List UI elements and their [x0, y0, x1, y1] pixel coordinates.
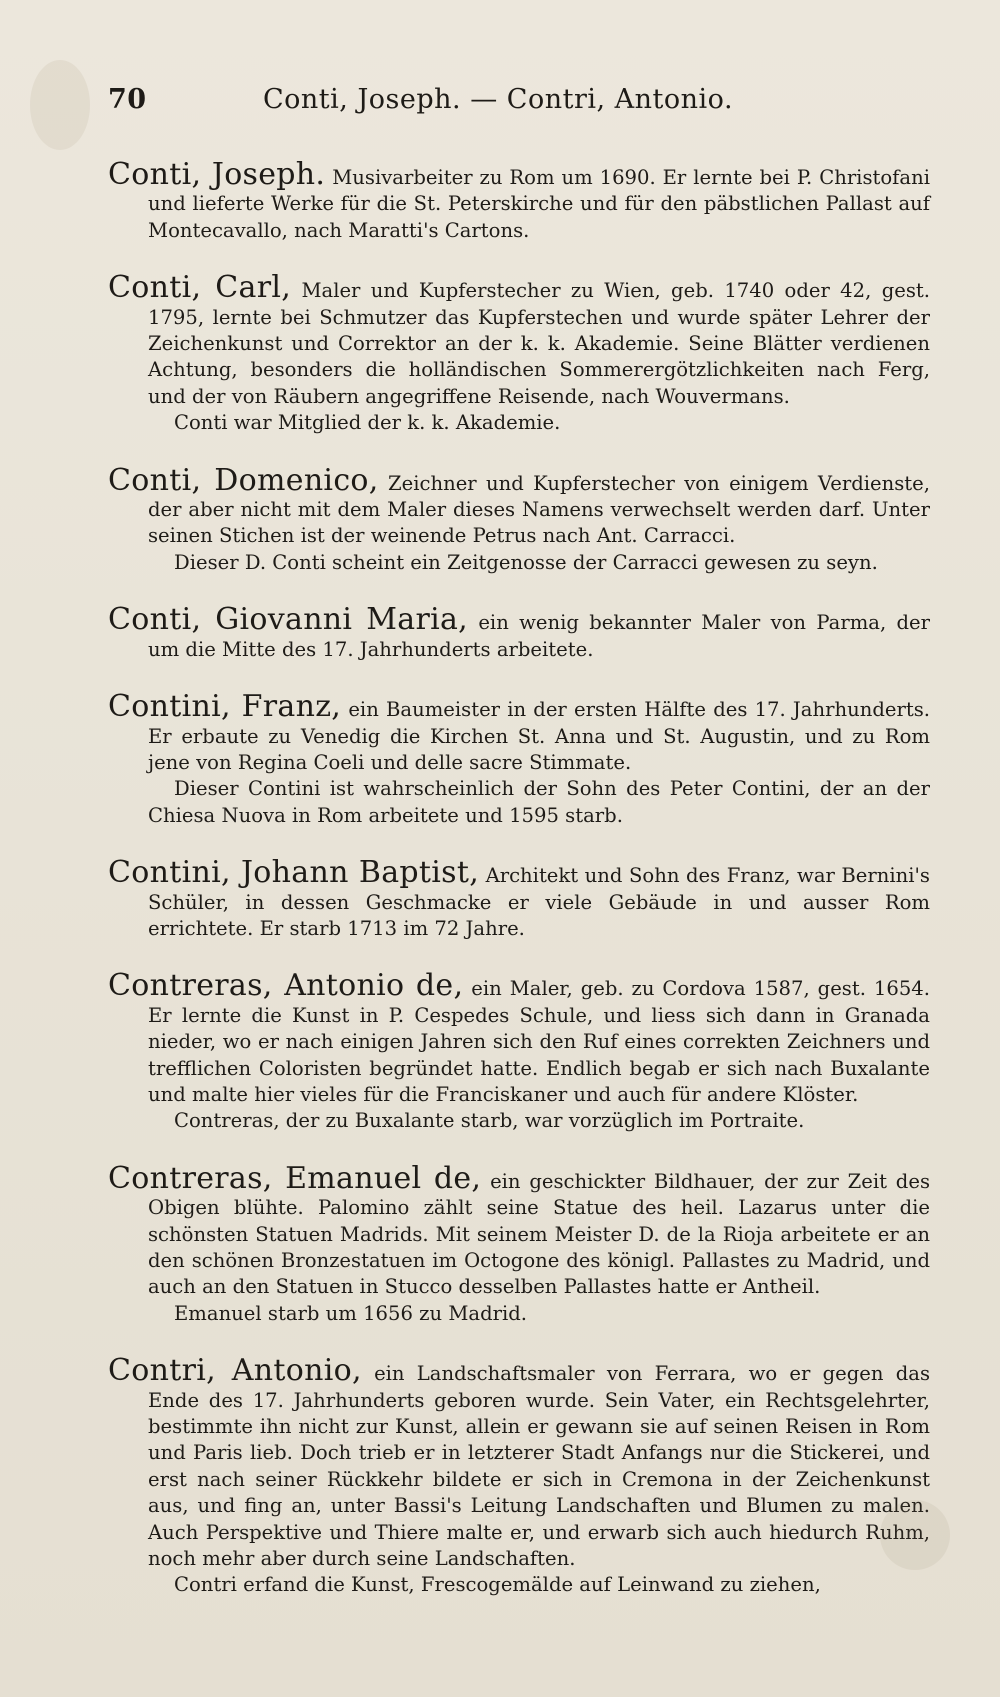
dictionary-entry [108, 602, 931, 663]
entry-text: Musivarbeiter zu Rom um 1690. Er lernte bei P. Christofani und lieferte Werke für die St. Peterskirche und für den päbstlichen Pallast auf Montecavallo, nach Maratti's Cartons. [148, 166, 930, 242]
entry-note: Dieser D. Conti scheint ein Zeitgenosse der Carracci gewesen zu seyn. [174, 550, 878, 574]
paper-stain [880, 1500, 950, 1570]
entry-text: ein wenig bekannter Maler von Parma, der um die Mitte des 17. Jahrhunderts arbeitete. [148, 611, 931, 661]
running-title: Conti, Joseph. — Contri, Antonio. [263, 84, 734, 115]
entry-note: Emanuel starb um 1656 zu Madrid. [174, 1301, 528, 1325]
dictionary-entry [108, 157, 930, 244]
paper-stain [30, 60, 90, 150]
entry-headword: Contri, Antonio, [108, 1353, 362, 1389]
entry-headword: Conti, Giovanni Maria, [108, 602, 469, 638]
entry-headword: Contini, Johann Baptist, [108, 855, 480, 891]
entry-headword: Conti, Domenico, [108, 462, 379, 498]
entry-text: Maler und Kupferstecher zu Wien, geb. 1740 oder 42, gest. 1795, lernte bei Schmutzer das Kupferstechen und wurde später Lehrer der Zeichenkunst und Correktor an der k. k. Akademie. Seine Blätter verdienen Achtung, besonders die holländischen Sommerergötzlichkeiten nach Ferg, und der von Räubern angegriffene Reisende, nach Wouvermans. [148, 279, 930, 408]
page-header [108, 84, 930, 128]
entry-text: ein Baumeister in der ersten Hälfte des 17. Jahrhunderts. Er erbaute zu Venedig die Kirchen St. Anna und St. Augustin, und zu Rom jene von Regina Coeli und delle sacre Stimmate. [148, 698, 930, 774]
entry-note: Dieser Contini ist wahrscheinlich der Sohn des Peter Contini, der an der Chiesa Nuova in Rom arbeitete und 1595 starb. [148, 777, 930, 827]
entry-text: ein Landschaftsmaler von Ferrara, wo er gegen das Ende des 17. Jahrhunderts geboren wurde. Sein Vater, ein Rechtsgelehrter, bestimmte ihn nicht zur Kunst, allein er gewann sie auf seinen Reisen in Rom und Paris lieb. Doch trieb er in letzterer Stadt Anfangs nur die Stickerei, und erst nach seiner Rückkehr bildete er sich in Cremona in der Zeichenkunst aus, und fing an, unter Bassi's Leitung Landschaften und Blumen zu malen. Auch Perspektive und Thiere malte er, und erwarb sich auch hiedurch Ruhm, noch mehr aber durch seine Landschaften. [148, 1362, 930, 1571]
entry-headword: Contreras, Antonio de, [108, 968, 464, 1004]
entry-note: Contri erfand die Kunst, Frescogemälde auf Leinwand zu ziehen, [174, 1573, 821, 1597]
entry-headword: Contreras, Emanuel de, [108, 1160, 482, 1196]
dictionary-entry [108, 1160, 930, 1327]
entry-headword: Contini, Franz, [108, 689, 342, 725]
entry-text: ein geschickter Bildhauer, der zur Zeit des Obigen blühte. Palomino zählt seine Statue des heil. Lazarus unter die schönsten Statuen Madrids. Mit seinem Meister D. de la Rioja arbeitete er an den schönen Bronzestatuen im Octogone des königl. Pallastes zu Madrid, und auch an den Statuen in Stucco desselben Pallastes hatte er Antheil. [148, 1169, 930, 1299]
dictionary-entry [108, 855, 930, 942]
entry-headword: Conti, Carl, [108, 270, 292, 306]
entry-text: Architekt und Sohn des Franz, war Bernini's Schüler, in dessen Geschmacke er viele Gebäude in und ausser Rom errichtete. Er starb 1713 im 72 Jahre. [148, 864, 930, 940]
entry-note: Contreras, der zu Buxalante starb, war vorzüglich im Portraite. [174, 1109, 805, 1133]
entry-text: Zeichner und Kupferstecher von einigem Verdienste, der aber nicht mit dem Maler dieses Namens verwechselt werden darf. Unter seinen Stichen ist der weinende Petrus nach Ant. Carracci. [148, 471, 930, 548]
dictionary-entry [108, 968, 930, 1134]
dictionary-entry [108, 689, 930, 829]
dictionary-entry [108, 270, 930, 436]
entry-list [108, 157, 931, 1599]
page-number: 70 [108, 84, 147, 115]
dictionary-entry [108, 462, 930, 577]
entry-text: ein Maler, geb. zu Cordova 1587, gest. 1654. Er lernte die Kunst in P. Cespedes Schule, und liess sich dann in Granada nieder, wo er nach einigen Jahren sich den Ruf eines correkten Zeichners und trefflichen Coloristen begründet hatte. Endlich begab er sich nach Buxalante und malte hier vieles für die Franciskaner und auch für andere Klöster. [148, 977, 930, 1106]
entry-headword: Conti, Joseph. [108, 157, 326, 192]
entry-note: Conti war Mitglied der k. k. Akademie. [174, 411, 561, 435]
dictionary-entry [108, 1353, 930, 1599]
